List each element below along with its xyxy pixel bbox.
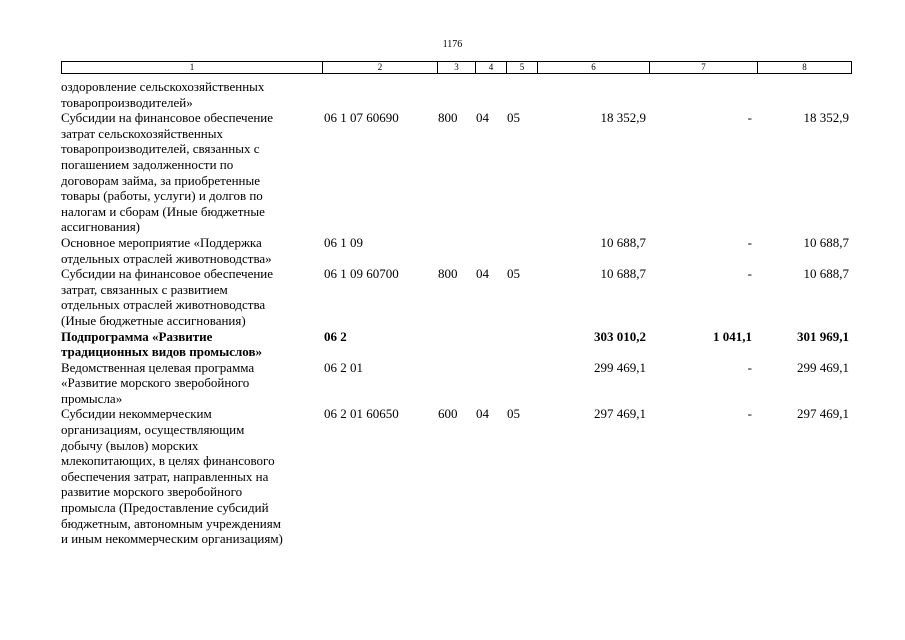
header-col-4: 4 [475,62,506,73]
row-value-7: - [747,266,752,282]
row-value-6: 10 688,7 [600,234,646,250]
row-code: 06 2 [324,328,347,344]
header-col-8: 8 [757,62,851,73]
table-header [61,61,852,74]
row-name-line: отдельных отраслей животноводства [61,297,266,313]
row-name-line: промысла» [61,390,123,406]
row-name-line: отдельных отраслей животноводства» [61,250,272,266]
row-value-7: - [747,359,752,375]
row-name-line: развитие морского зверобойного [61,484,243,500]
row-name-line: Субсидии на финансовое обеспечение [61,266,274,282]
row-value-6: 299 469,1 [594,359,646,375]
row-name-line: договорам займа, за приобретенные [61,172,261,188]
table-row [61,79,849,110]
row-col-5: 05 [507,406,520,422]
header-col-2: 2 [322,62,437,73]
row-col-3: 800 [438,110,458,126]
row-name [61,360,321,407]
row-name [61,235,321,266]
row-name [61,266,321,328]
row-col-3: 800 [438,266,458,282]
row-code: 06 1 09 [324,234,363,250]
row-value-7: - [747,110,752,126]
table-row [61,266,849,328]
row-value-6: 18 352,9 [600,110,646,126]
row-name-line: ассигнования) [61,219,141,235]
row-name [61,79,321,110]
row-name-line: бюджетным, автономным учреждениям [61,515,281,531]
row-name-line: затрат, связанных с развитием [61,281,228,297]
row-name-line: налогам и сборам (Иные бюджетные [61,203,265,219]
row-col-4: 04 [476,406,489,422]
row-value-7: 1 041,1 [713,328,752,344]
table-row [61,235,849,266]
row-name-line: обеспечения затрат, направленных на [61,468,269,484]
table-row [61,110,849,235]
row-value-7: - [747,234,752,250]
table-row [61,360,849,407]
row-name-line: «Развитие морского зверобойного [61,375,250,391]
row-name-line: традиционных видов промыслов» [61,344,262,360]
row-name-line: Основное мероприятие «Поддержка [61,234,262,250]
row-code: 06 1 09 60700 [324,266,399,282]
row-name-line: затрат сельскохозяйственных [61,125,223,141]
row-value-8: 10 688,7 [803,234,849,250]
row-col-4: 04 [476,266,489,282]
row-name-line: Субсидии некоммерческим [61,406,212,422]
row-col-5: 05 [507,110,520,126]
row-col-4: 04 [476,110,489,126]
header-col-5: 5 [506,62,537,73]
row-value-8: 297 469,1 [797,406,849,422]
row-name [61,406,321,546]
row-code: 06 1 07 60690 [324,110,399,126]
table-row [61,406,849,546]
table-body [61,79,849,547]
row-name-line: товары (работы, услуги) и долгов по [61,188,263,204]
header-col-6: 6 [537,62,649,73]
header-col-3: 3 [437,62,475,73]
row-name-line: добычу (вылов) морских [61,437,199,453]
row-name-line: Субсидии на финансовое обеспечение [61,110,274,126]
row-code: 06 2 01 60650 [324,406,399,422]
header-col-7: 7 [649,62,757,73]
row-name-line: оздоровление сельскохозяйственных [61,79,265,94]
row-name-line: Ведомственная целевая программа [61,359,255,375]
page-number: 1176 [442,39,463,50]
row-name-line: товаропроизводителей, связанных с [61,141,260,157]
row-name-line: товаропроизводителей» [61,94,193,110]
row-name [61,110,321,235]
row-name [61,329,321,360]
row-value-8: 299 469,1 [797,359,849,375]
row-value-8: 18 352,9 [803,110,849,126]
row-value-6: 297 469,1 [594,406,646,422]
header-col-1: 1 [189,62,195,72]
row-value-8: 10 688,7 [803,266,849,282]
table-row [61,329,849,360]
row-col-5: 05 [507,266,520,282]
row-name-line: млекопитающих, в целях финансового [61,453,275,469]
row-col-3: 600 [438,406,458,422]
row-name-line: Подпрограмма «Развитие [61,328,213,344]
row-name-line: и иным некоммерческим организациям) [61,531,283,547]
row-value-8: 301 969,1 [797,328,849,344]
row-name-line: погашением задолженности по [61,156,234,172]
row-name-line: (Иные бюджетные ассигнования) [61,312,246,328]
row-value-6: 303 010,2 [594,328,646,344]
row-code: 06 2 01 [324,359,363,375]
row-value-6: 10 688,7 [600,266,646,282]
row-name-line: организациям, осуществляющим [61,422,245,438]
row-value-7: - [747,406,752,422]
row-name-line: промысла (Предоставление субсидий [61,500,269,516]
